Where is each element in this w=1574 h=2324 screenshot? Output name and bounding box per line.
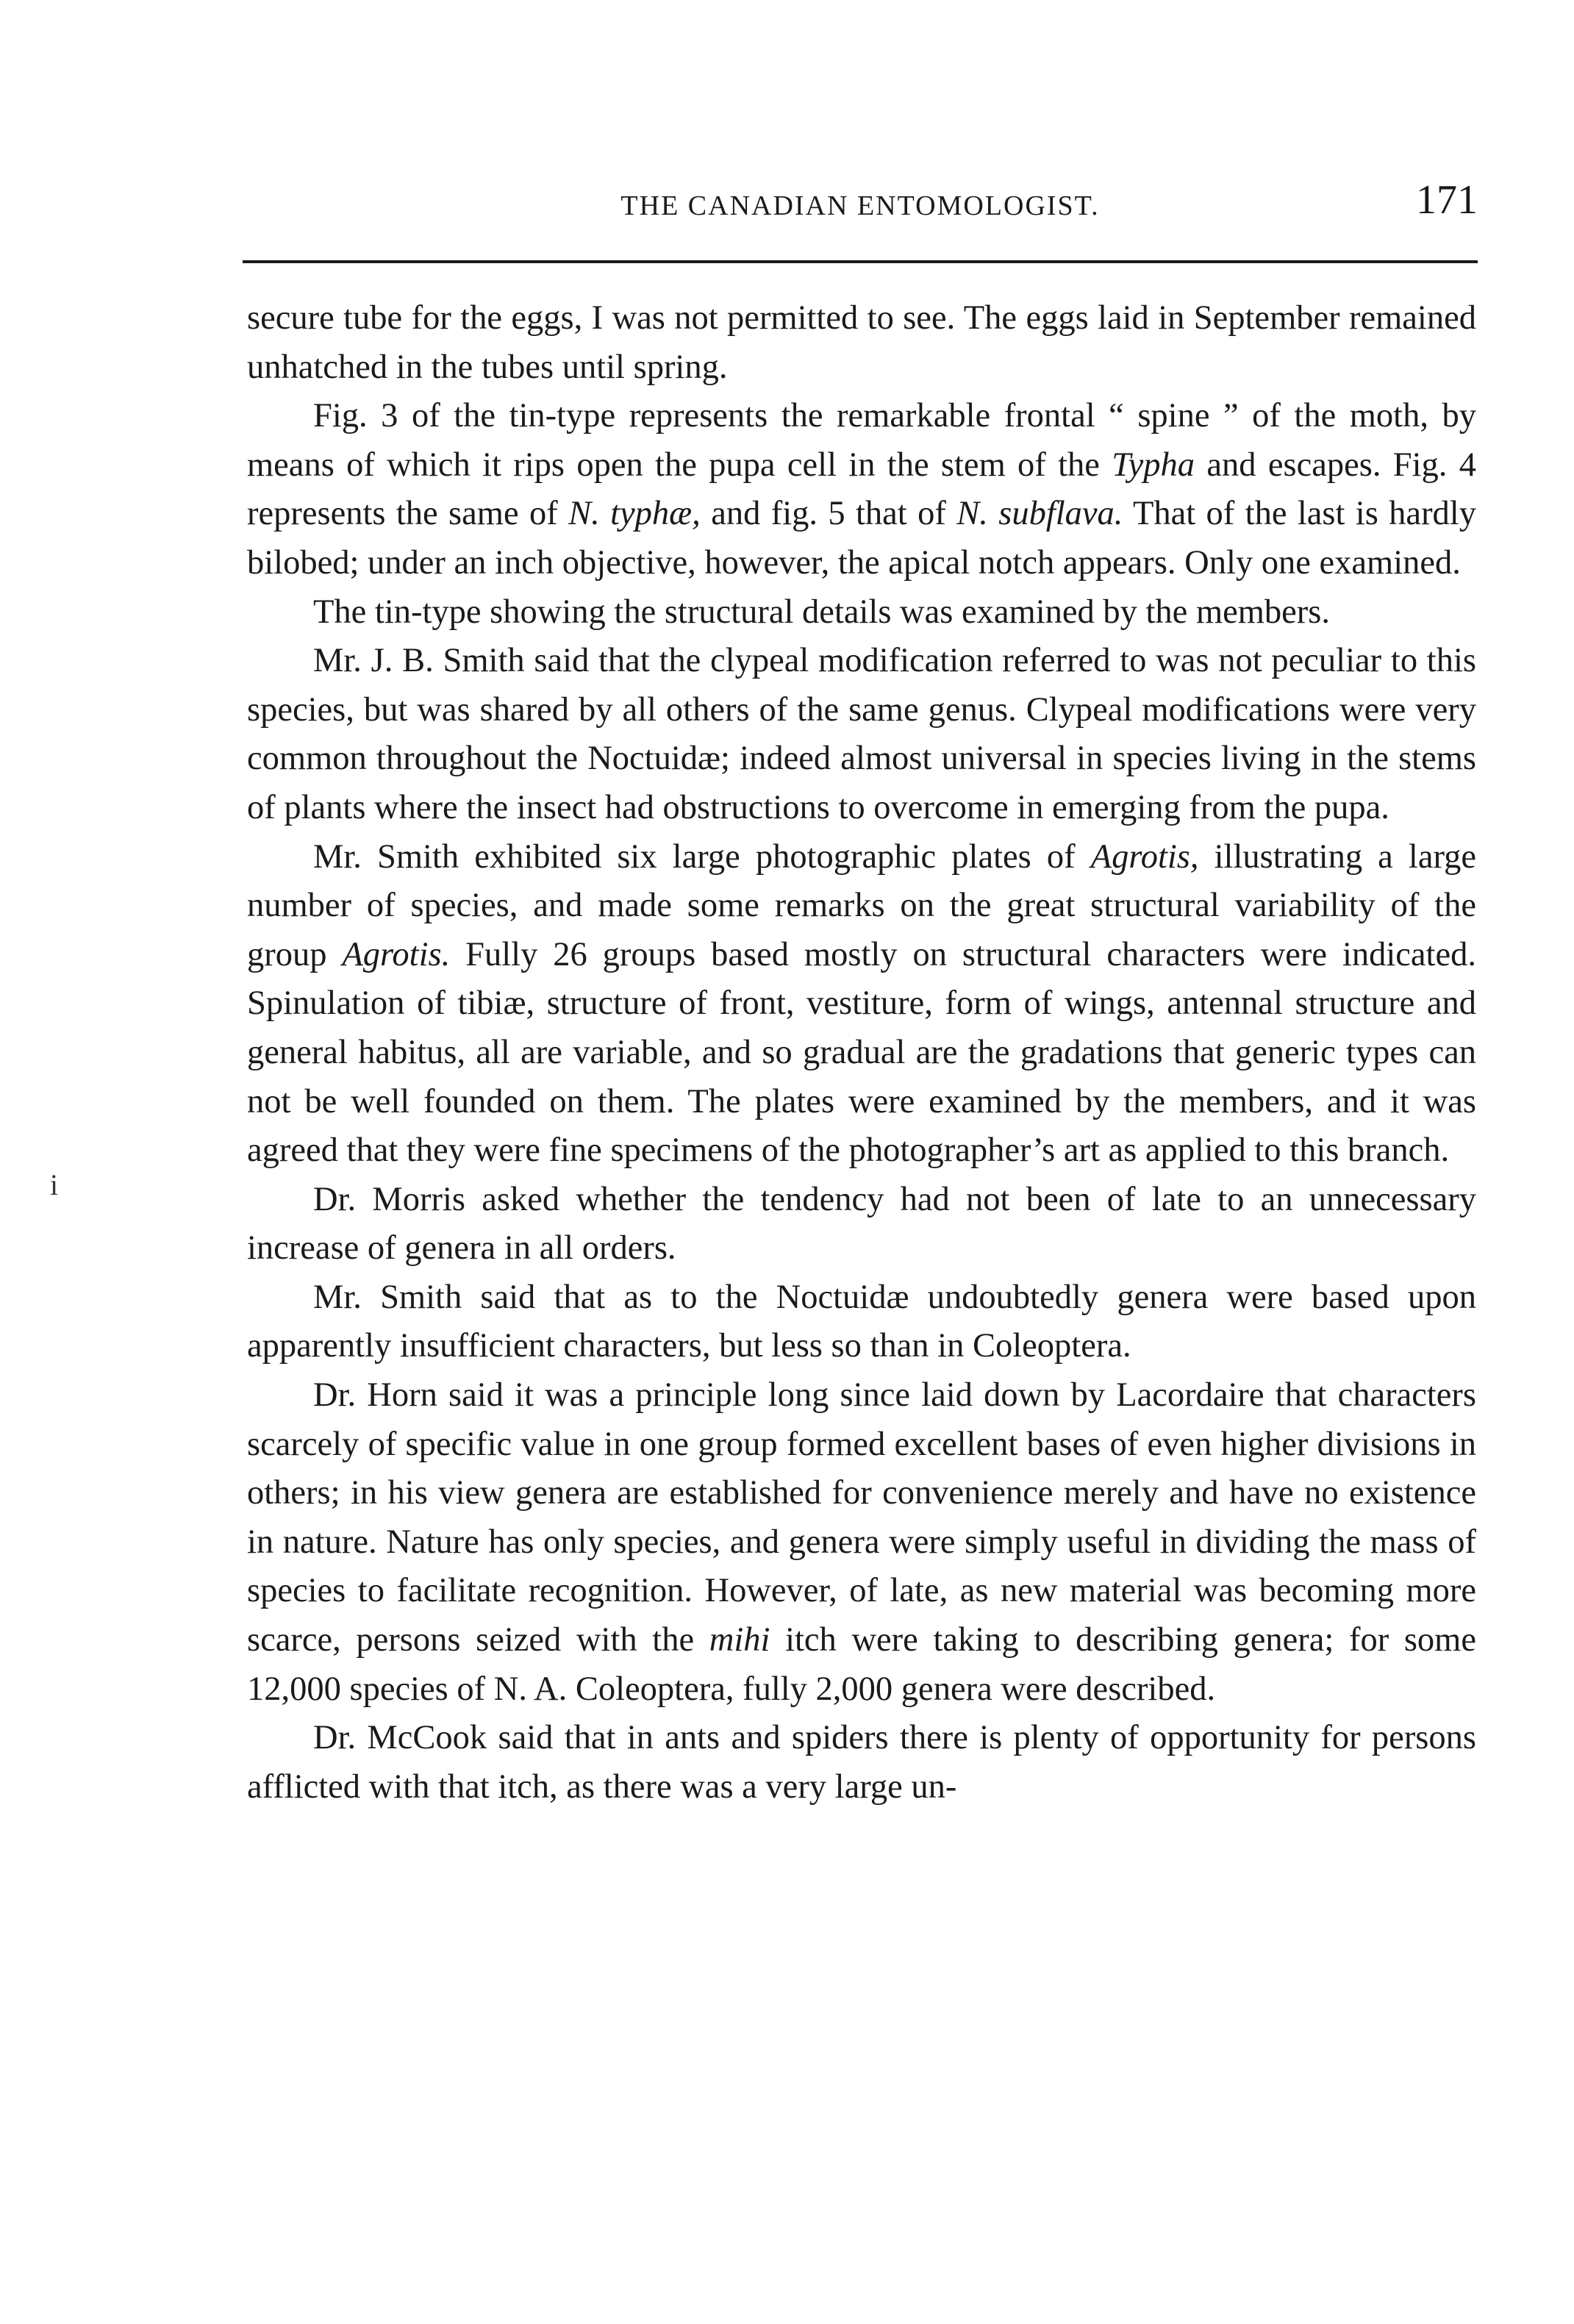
text-run: Dr. Horn said it was a principle long since laid down by Lacordaire that characters scarcely of specific value in one group formed excellent bases of even higher divisions in others; in his view genera are established for convenience merely and have no existence in nature. Nature has only species, and genera were simply useful in dividing the mass of species to facilitate recognition. However, of late, as new material was becoming more scarce, persons seized with the bbox=[247, 1376, 1476, 1659]
italic-word: mihi bbox=[709, 1621, 770, 1659]
paragraph bbox=[247, 1273, 1476, 1371]
text-run: Fully 26 groups based mostly on structural characters were indicated. Spinulation of tibiæ, structure of front, vestiture, form of wings, antennal structure and general habitus, all are variable, and so gradual are the gradations that generic types can not be well founded on them. The plates were examined by the members, and it was agreed that they were fine specimens of the photographer’s art as applied to this branch. bbox=[247, 935, 1476, 1170]
paragraph bbox=[247, 1371, 1476, 1714]
paragraph bbox=[247, 1714, 1476, 1812]
header-rule bbox=[243, 260, 1478, 263]
text-run: and escapes. Fig. 4 represents the same of bbox=[247, 446, 1476, 533]
margin-mark: i bbox=[50, 1168, 59, 1201]
text-run: Dr. Morris asked whether the tendency had not been of late to an unnecessary increase of genera in all orders. bbox=[247, 1180, 1476, 1268]
paragraph bbox=[247, 1176, 1476, 1273]
page-header bbox=[243, 176, 1478, 228]
text-run: The tin-type showing the structural details was examined by the members. bbox=[313, 593, 1331, 631]
text-run: Fig. 3 of the tin-type represents the remarkable frontal “ spine ” of the moth, by means of which it rips open the pupa cell in the stem of the bbox=[247, 397, 1476, 484]
paragraph bbox=[247, 637, 1476, 832]
taxon-name: N. typhæ, bbox=[568, 495, 701, 533]
paragraph bbox=[247, 588, 1476, 637]
text-run: illustrating a large number of species, and made some remarks on the great structural variability of the group bbox=[247, 837, 1476, 973]
taxon-name: N. subflava. bbox=[956, 495, 1123, 533]
text-run: Mr. J. B. Smith said that the clypeal modification referred to was not peculiar to this species, but was shared by all others of the same genus. Clypeal modifications were very common throughout the Noctuidæ; indeed almost universal in species living in the stems of plants where the insect had obstructions to overcome in emerging from the pupa. bbox=[247, 642, 1476, 826]
text-run: Mr. Smith exhibited six large photographic plates of bbox=[313, 837, 1091, 876]
body-text bbox=[247, 294, 1476, 1812]
taxon-name: Agrotis. bbox=[342, 935, 451, 973]
taxon-name: Agrotis, bbox=[1090, 837, 1199, 876]
paragraph bbox=[247, 833, 1476, 1176]
running-head: THE CANADIAN ENTOMOLOGIST. bbox=[620, 190, 1100, 221]
text-run: secure tube for the eggs, I was not permitted to see. The eggs laid in September remained unhatched in the tubes until spring. bbox=[247, 299, 1476, 386]
paragraph bbox=[247, 392, 1476, 587]
text-run: That of the last is hardly bilobed; under an inch objective, however, the apical notch appears. Only one examined. bbox=[247, 495, 1476, 582]
text-run: Mr. Smith said that as to the Noctuidæ undoubtedly genera were based upon apparently insufficient characters, but less so than in Coleoptera. bbox=[247, 1278, 1476, 1365]
text-run: itch were taking to describing genera; for some 12,000 species of N. A. Coleoptera, fully 2,000 genera were described. bbox=[247, 1621, 1476, 1708]
text-run: Dr. McCook said that in ants and spiders there is plenty of opportunity for persons afflicted with that itch, as there was a very large un- bbox=[247, 1719, 1476, 1806]
page-number: 171 bbox=[1416, 177, 1478, 223]
text-run: and fig. 5 that of bbox=[700, 495, 957, 533]
taxon-name: Typha bbox=[1112, 446, 1195, 484]
paragraph bbox=[247, 294, 1476, 392]
